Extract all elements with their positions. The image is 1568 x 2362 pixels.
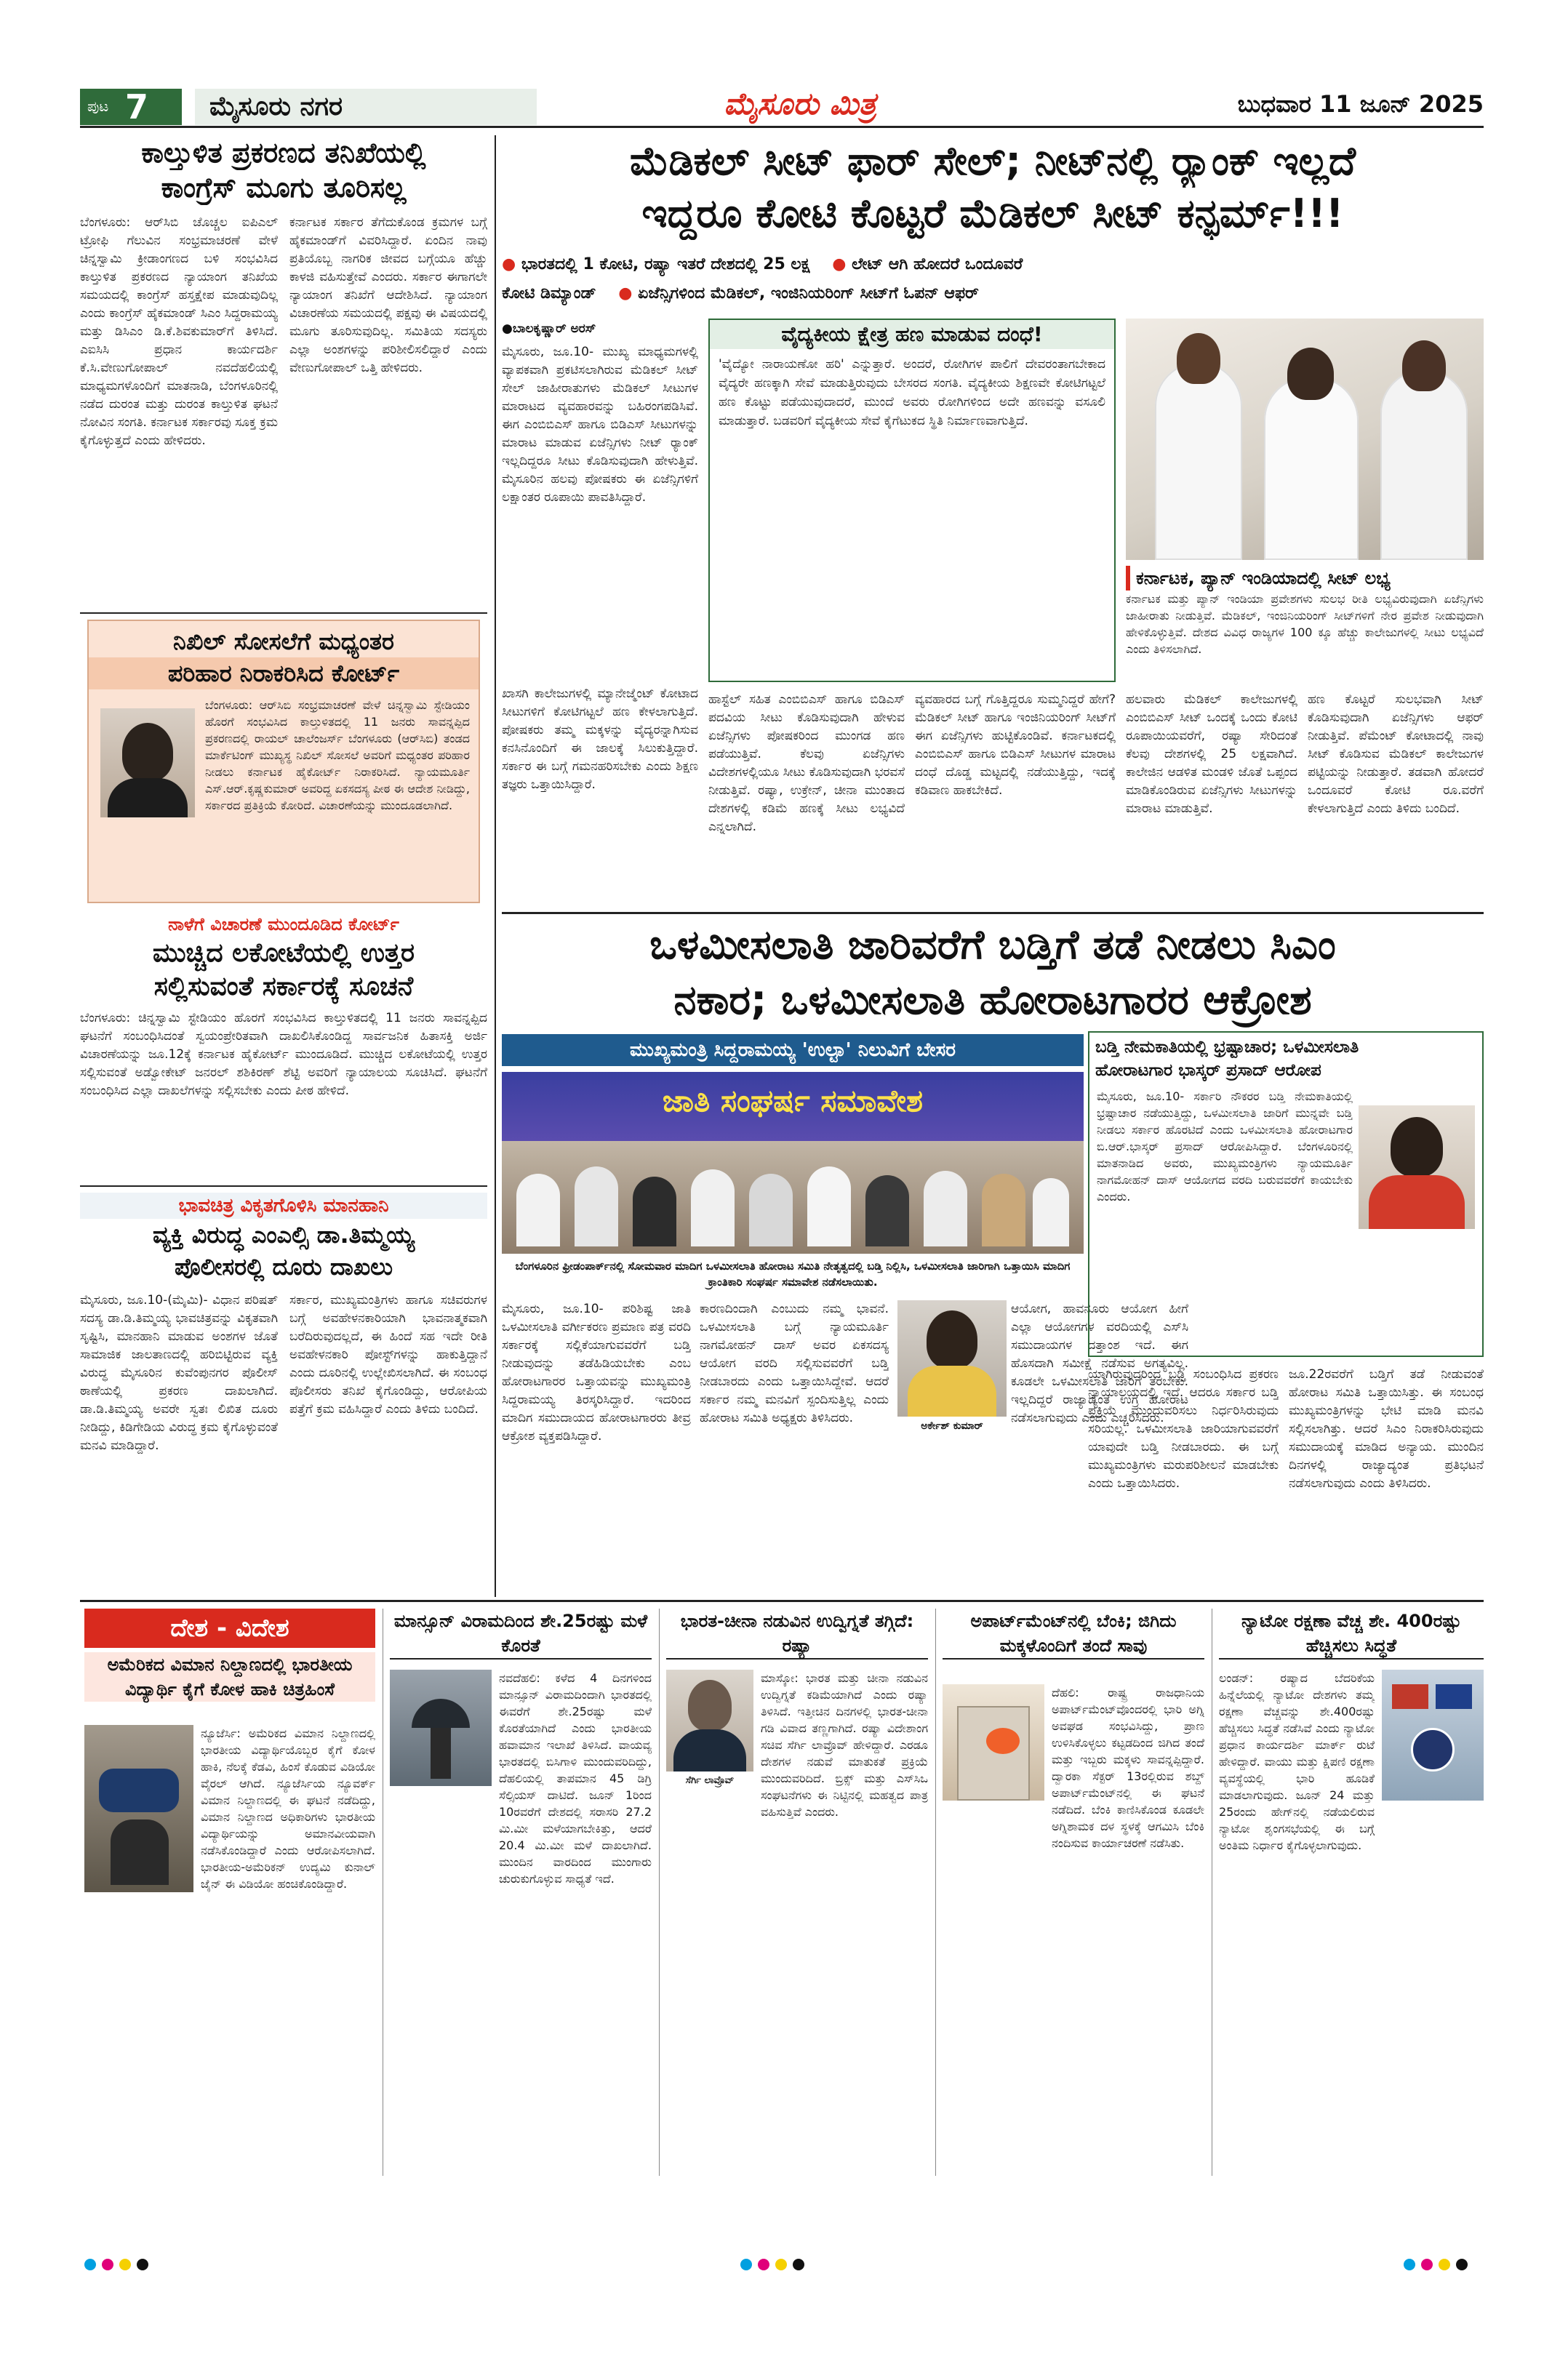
news-airport-student xyxy=(84,1652,375,2176)
reg-dot xyxy=(1404,2259,1415,2270)
bullet-icon: ● xyxy=(618,284,633,303)
reservation-body: ಮೈಸೂರು, ಜೂ.10- ಪರಿಶಿಷ್ಟ ಜಾತಿ ಒಳಮೀಸಲಾತಿ ವರ್ಗೀಕರಣ ಪ್ರಮಾಣ ಪತ್ರ ವರದಿ ಸರ್ಕಾರಕ್ಕೆ ಸಲ್ಲಿಕೆಯಾಗುವವರೆಗೆ ಬಡ್ತಿ ನೀಡುವುದನ್ನು ತಡೆಹಿಡಿಯಬೇಕು ಎಂಬ ಹೋರಾಟಗಾರರ ಒತ್ತಾಯವನ್ನು ಮುಖ್ಯಮಂತ್ರಿ ಸಿದ್ದರಾಮಯ್ಯ ತಿರಸ್ಕರಿಸಿದ್ದಾರೆ. ಇದರಿಂದ ಮಾದಿಗ ಸಮುದಾಯದ ಹೋರಾಟಗಾರರು ತೀವ್ರ ಆಕ್ರೋಶ ವ್ಯಕ್ತಪಡಿಸಿದ್ದಾರೆ. xyxy=(502,1302,691,1444)
story-headline: ಹೋರಾಟಗಾರ ಭಾಸ್ಕರ್ ಪ್ರಸಾದ್ ಆರೋಪ xyxy=(1095,1061,1321,1080)
lead-headline: ಮೆಡಿಕಲ್ ಸೀಟ್ ಫಾರ್ ಸೇಲ್; ನೀಟ್‌ನಲ್ಲಿ ರ್‍ಯಾಂಕ್ ಇಲ್ಲದೆ xyxy=(629,138,1356,184)
reg-dot xyxy=(137,2259,148,2270)
column-divider xyxy=(659,1609,660,2176)
lead-bullet: ಕೋಟಿ ಡಿಮ್ಯಾಂಡ್ xyxy=(502,284,596,303)
person-silhouette xyxy=(807,1166,851,1246)
lead-body: ಖಾಸಗಿ ಕಾಲೇಜುಗಳಲ್ಲಿ ಮ್ಯಾನೇಜ್ಮೆಂಟ್ ಕೋಟಾದ ಸೀಟುಗಳಿಗೆ ಕೋಟಿಗಟ್ಟಲೆ ಹಣ ಕೇಳಲಾಗುತ್ತಿದೆ. ಪೋಷಕರು ತಮ್ಮ ಮಕ್ಕಳನ್ನು ವೈದ್ಯರನ್ನಾಗಿಸುವ ಕನಸಿನೊಂದಿಗೆ ಈ ಜಾಲಕ್ಕೆ ಸಿಲುಕುತ್ತಿದ್ದಾರೆ. ಸರ್ಕಾರ ಈ ಬಗ್ಗೆ ಗಮನಹರಿಸಬೇಕು ಎಂದು ಶಿಕ್ಷಣ ತಜ್ಞರು ಒತ್ತಾಯಿಸಿದ್ದಾರೆ. xyxy=(502,686,698,792)
page-label: ಪುಟ xyxy=(87,97,109,115)
story-sealed-cover xyxy=(80,912,487,1181)
news-india-china xyxy=(666,1609,928,2176)
news-body: ನವದೆಹಲಿ: ಕಳೆದ 4 ದಿನಗಳಿಂದ ಮಾನ್ಸೂನ್ ವಿರಾಮದಿಂದಾಗಿ ಭಾರತದಲ್ಲಿ ಈವರೆಗೆ ಶೇ.25ರಷ್ಟು ಮಳೆ ಕೊರತೆಯಾಗಿದೆ ಎಂದು ಭಾರತೀಯ ಹವಾಮಾನ ಇಲಾಖೆ ತಿಳಿಸಿದೆ. ವಾಯವ್ಯ ಭಾರತದಲ್ಲಿ ಬಿಸಿಗಾಳಿ ಮುಂದುವರಿದಿದ್ದು, ದೆಹಲಿಯಲ್ಲಿ ತಾಪಮಾನ 45 ಡಿಗ್ರಿ ಸೆಲ್ಸಿಯಸ್ ದಾಟಿದೆ. ಜೂನ್ 1ರಿಂದ 10ರವರೆಗೆ ದೇಶದಲ್ಲಿ ಸರಾಸರಿ 27.2 ಮಿ.ಮೀ ಮಳೆಯಾಗಬೇಕಿತ್ತು, ಆದರೆ 20.4 ಮಿ.ಮೀ ಮಳೆ ದಾಖಲಾಗಿದೆ. ಮುಂದಿನ ವಾರದಿಂದ ಮುಂಗಾರು ಚುರುಕುಗೊಳ್ಳುವ ಸಾಧ್ಯತೆ ಇದೆ. xyxy=(499,1671,652,1886)
bhaskar-photo xyxy=(1359,1105,1475,1229)
news-body: ದೆಹಲಿ: ರಾಷ್ಟ್ರ ರಾಜಧಾನಿಯ ಅಪಾರ್ಟ್‌ಮೆಂಟ್‌ವೊಂದರಲ್ಲಿ ಭಾರಿ ಅಗ್ನಿ ಅವಘಡ ಸಂಭವಿಸಿದ್ದು, ಪ್ರಾಣ ಉಳಿಸಿಕೊಳ್ಳಲು ಕಟ್ಟಡದಿಂದ ಜಿಗಿದ ತಂದೆ ಮತ್ತು ಇಬ್ಬರು ಮಕ್ಕಳು ಸಾವನ್ನಪ್ಪಿದ್ದಾರೆ. ದ್ವಾರಕಾ ಸೆಕ್ಟರ್ 13ರಲ್ಲಿರುವ ಶಬ್ದ್ ಅಪಾರ್ಟ್‌ಮೆಂಟ್‌ನಲ್ಲಿ ಈ ಘಟನೆ ನಡೆದಿದೆ. ಬೆಂಕಿ ಕಾಣಿಸಿಕೊಂಡ ಕೂಡಲೇ ಅಗ್ನಿಶಾಮಕ ದಳ ಸ್ಥಳಕ್ಕೆ ಆಗಮಿಸಿ ಬೆಂಕಿ ನಂದಿಸುವ ಕಾರ್ಯಾಚರಣೆ ನಡೆಸಿತು. xyxy=(1052,1686,1204,1850)
airport-photo xyxy=(84,1725,193,1892)
doctors-photo xyxy=(1126,319,1484,560)
flag-shape xyxy=(1436,1684,1472,1709)
reg-dot xyxy=(1439,2259,1450,2270)
page-date: ಬುಧವಾರ 11 ಜೂನ್ 2025 xyxy=(1237,90,1484,118)
doctor-figure xyxy=(1264,377,1359,560)
person-silhouette xyxy=(691,1169,735,1246)
story-headline: ಪರಿಹಾರ ನಿರಾಕರಿಸಿದ ಕೋರ್ಟ್ xyxy=(89,657,479,689)
person-silhouette xyxy=(865,1175,909,1246)
nikhil-photo xyxy=(100,708,195,817)
news-apartment-fire xyxy=(943,1609,1204,2176)
person-silhouette xyxy=(982,1174,1025,1246)
person-silhouette xyxy=(688,1680,732,1731)
column-divider xyxy=(935,1609,936,2176)
reg-dot xyxy=(119,2259,131,2270)
person-silhouette xyxy=(924,1171,967,1246)
story-body: ಬೆಂಗಳೂರು: ಆರ್‌ಸಿಬಿ ಚೊಚ್ಚಲ ಐಪಿಎಲ್ ಟ್ರೋಫಿ ಗೆಲುವಿನ ಸಂಭ್ರಮಾಚರಣೆ ವೇಳೆ ಚಿನ್ನಸ್ವಾಮಿ ಕ್ರೀಡಾಂಗಣದ ಬಳಿ ಸಂಭವಿಸಿದ ಕಾಲ್ತುಳಿತ ಪ್ರಕರಣದ ನ್ಯಾಯಾಂಗ ತನಿಖೆಯ ಸಮಯದಲ್ಲಿ ಕಾಂಗ್ರೆಸ್ ಹಸ್ತಕ್ಷೇಪ ಮಾಡುವುದಿಲ್ಲ ಎಂದು ಕಾಂಗ್ರೆಸ್ ಹೈಕಮಾಂಡ್ ಸಿಎಂ ಸಿದ್ದರಾಮಯ್ಯ ಮತ್ತು ಡಿಸಿಎಂ ಡಿ.ಕೆ.ಶಿವಕುಮಾರ್‌ಗೆ ತಿಳಿಸಿದೆ. ಎಐಸಿಸಿ ಪ್ರಧಾನ ಕಾರ್ಯದರ್ಶಿ ಕೆ.ಸಿ.ವೇಣುಗೋಪಾಲ್ ನವದೆಹಲಿಯಲ್ಲಿ ಮಾಧ್ಯಮಗಳೊಂದಿಗೆ ಮಾತನಾಡಿ, ಬೆಂಗಳೂರಿನಲ್ಲಿ ನಡೆದ ದುರಂತ ಮತ್ತು ದುರಂತ ಕಾಲ್ತುಳಿತ ಘಟನೆ ನೋವಿನ ಸಂಗತಿ. ಕರ್ನಾಟಕ ಸರ್ಕಾರವು ಸೂಕ್ತ ಕ್ರಮ ಕೈಗೊಳ್ಳುತ್ತದೆ ಎಂದು ಹೇಳಿದರು. xyxy=(80,215,278,448)
person-silhouette xyxy=(927,1310,977,1369)
lead-bullets xyxy=(502,250,1484,311)
reg-dot xyxy=(1421,2259,1433,2270)
national-section-tag: ದೇಶ - ವಿದೇಶ xyxy=(84,1609,375,1648)
person-silhouette xyxy=(1033,1178,1069,1246)
story-headline: ಮುಚ್ಚಿದ ಲಕೋಟೆಯಲ್ಲಿ ಉತ್ತರ xyxy=(152,938,415,968)
lead-body: ಹಣ ಕೊಟ್ಟರೆ ಸುಲಭವಾಗಿ ಸೀಟ್ ಕೊಡಿಸುವುದಾಗಿ ಏಜೆನ್ಸಿಗಳು ಆಫರ್ ನೀಡುತ್ತಿವೆ. ಪೆಮೆಂಟ್ ಕೋಟಾದಲ್ಲಿ ನಾವು ಸೀಟ್ ಕೊಡಿಸುವ ಮೆಡಿಕಲ್ ಕಾಲೇಜುಗಳ ಪಟ್ಟಿಯನ್ನು ನೀಡುತ್ತಾರೆ. ತಡವಾಗಿ ಹೋದರೆ ಒಂದೂವರೆ ಕೋಟಿ ರೂ.ವರೆಗೆ ಕೇಳಲಾಗುತ್ತಿದೆ ಎಂದು ತಿಳಿದು ಬಂದಿದೆ. xyxy=(1308,692,1484,816)
registration-marks-center xyxy=(740,2259,810,2273)
doctor-figure xyxy=(1380,369,1468,560)
reg-dot xyxy=(740,2259,752,2270)
divider xyxy=(80,1185,487,1187)
person-silhouette xyxy=(633,1177,676,1246)
person-silhouette xyxy=(749,1174,793,1246)
reservation-body: ಯಾಗಿರುವುದರಿಂದ ಬಡ್ತಿ ಸಂಬಂಧಿಸಿದ ಪ್ರಕರಣ ನ್ಯಾಯಾಲಯದಲ್ಲಿ ಇದೆ. ಆದರೂ ಸರ್ಕಾರ ಬಡ್ತಿ ಪ್ರಕ್ರಿಯೆ ಮುಂದುವರಿಸಲು ನಿರ್ಧರಿಸಿರುವುದು ಸರಿಯಲ್ಲ. ಒಳಮೀಸಲಾತಿ ಜಾರಿಯಾಗುವವರೆಗೆ ಯಾವುದೇ ಬಡ್ತಿ ನೀಡಬಾರದು. ಈ ಬಗ್ಗೆ ಮುಖ್ಯಮಂತ್ರಿಗಳು ಮರುಪರಿಶೀಲನೆ ಮಾಡಬೇಕು ಎಂದು ಒತ್ತಾಯಿಸಿದರು. xyxy=(1088,1367,1279,1491)
reg-dot xyxy=(793,2259,804,2270)
lead-side-story xyxy=(1126,566,1484,682)
news-body: ಲಂಡನ್: ರಷ್ಯಾದ ಬೆದರಿಕೆಯ ಹಿನ್ನೆಲೆಯಲ್ಲಿ ನ್ಯಾಟೋ ದೇಶಗಳು ತಮ್ಮ ರಕ್ಷಣಾ ವೆಚ್ಚವನ್ನು ಶೇ.400ರಷ್ಟು ಹೆಚ್ಚಿಸಲು ಸಿದ್ಧತೆ ನಡೆಸಿವೆ ಎಂದು ನ್ಯಾಟೋ ಪ್ರಧಾನ ಕಾರ್ಯದರ್ಶಿ ಮಾರ್ಕ್ ರುಟೆ ಹೇಳಿದ್ದಾರೆ. ವಾಯು ಮತ್ತು ಕ್ಷಿಪಣಿ ರಕ್ಷಣಾ ವ್ಯವಸ್ಥೆಯಲ್ಲಿ ಭಾರಿ ಹೂಡಿಕೆ ಮಾಡಲಾಗುವುದು. ಜೂನ್ 24 ಮತ್ತು 25ರಂದು ಹೇಗ್‌ನಲ್ಲಿ ನಡೆಯಲಿರುವ ನ್ಯಾಟೋ ಶೃಂಗಸಭೆಯಲ್ಲಿ ಈ ಬಗ್ಗೆ ಅಂತಿಮ ನಿರ್ಧಾರ ಕೈಗೊಳ್ಳಲಾಗುವುದು. xyxy=(1219,1671,1375,1852)
lead-body: ಮೈಸೂರು, ಜೂ.10- ಮುಖ್ಯ ಮಾಧ್ಯಮಗಳಲ್ಲಿ ವ್ಯಾಪಕವಾಗಿ ಪ್ರಕಟಿಸಲಾಗಿರುವ ಮೆಡಿಕಲ್ ಸೀಟ್ ಸೇಲ್ ಜಾಹೀರಾತುಗಳು ಮೆಡಿಕಲ್ ಸೀಟುಗಳ ಮಾರಾಟದ ವ್ಯವಹಾರವನ್ನು ಬಹಿರಂಗಪಡಿಸಿವೆ. ಈಗ ಎಂಬಿಬಿಎಸ್ ಹಾಗೂ ಬಿಡಿಎಸ್ ಸೀಟುಗಳನ್ನು ಮಾರಾಟ ಮಾಡುವ ಏಜೆನ್ಸಿಗಳು ನೀಟ್ ರ್‍ಯಾಂಕ್ ಇಲ್ಲದಿದ್ದರೂ ಸೀಟು ಕೊಡಿಸುವುದಾಗಿ ಹೇಳುತ್ತಿವೆ. ಮೈಸೂರಿನ ಹಲವು ಪೋಷಕರು ಈ ಏಜೆನ್ಸಿಗಳಿಗೆ ಲಕ್ಷಾಂತರ ರೂಪಾಯಿ ಪಾವತಿಸಿದ್ದಾರೆ. xyxy=(502,345,698,505)
flag-shape xyxy=(1392,1684,1428,1709)
lead-bullet: ಲೇಟ್ ಆಗಿ ಹೋದರೆ ಒಂದೂವರೆ xyxy=(852,255,1023,273)
stage-people xyxy=(516,1159,1069,1246)
registration-marks-left xyxy=(84,2259,154,2273)
page-label-badge xyxy=(80,89,182,125)
lead-bullet: ಏಜೆನ್ಸಿಗಳಿಂದ ಮೆಡಿಕಲ್, ಇಂಜಿನಿಯರಿಂಗ್ ಸೀಟ್‌ಗೆ ಓಪನ್ ಆಫರ್ xyxy=(638,284,979,303)
nato-emblem xyxy=(1411,1728,1455,1772)
lead-box-headline: ವೈದ್ಯಕೀಯ ಕ್ಷೇತ್ರ ಹಣ ಮಾಡುವ ದಂಧೆ! xyxy=(710,320,1114,349)
page-number: 7 xyxy=(125,87,149,127)
story-headline: ಬಡ್ತಿ ನೇಮಕಾತಿಯಲ್ಲಿ ಭ್ರಷ್ಟಾಚಾರ; ಒಳಮೀಸಲಾತಿ xyxy=(1095,1038,1359,1057)
lead-body: ಹಾಸ್ಟೆಲ್ ಸಹಿತ ಎಂಬಿಬಿಎಸ್ ಹಾಗೂ ಬಿಡಿಎಸ್ ಪದವಿಯ ಸೀಟು ಕೊಡಿಸುವುದಾಗಿ ಹೇಳುವ ಏಜೆನ್ಸಿಗಳು ಪೋಷಕರಿಂದ ಮುಂಗಡ ಹಣ ಪಡೆಯುತ್ತಿವೆ. ಕೆಲವು ಏಜೆನ್ಸಿಗಳು ವಿದೇಶಗಳಲ್ಲಿಯೂ ಸೀಟು ಕೊಡಿಸುವುದಾಗಿ ಭರವಸೆ ನೀಡುತ್ತಿವೆ. ರಷ್ಯಾ, ಉಕ್ರೇನ್, ಚೀನಾ ಮುಂತಾದ ದೇಶಗಳಲ್ಲಿ ಕಡಿಮೆ ಹಣಕ್ಕೆ ಸೀಟು ಲಭ್ಯವಿದೆ ಎನ್ನಲಾಗಿದೆ. xyxy=(708,692,905,834)
lavrov-photo xyxy=(666,1670,753,1772)
story-body: ಮೈಸೂರು, ಜೂ.10-(ಮೈಮಿ)- ವಿಧಾನ ಪರಿಷತ್ ಸದಸ್ಯ ಡಾ.ಡಿ.ತಿಮ್ಮಯ್ಯ ಭಾವಚಿತ್ರವನ್ನು ವಿಕೃತವಾಗಿ ಸೃಷ್ಟಿಸಿ, ಮಾನಹಾನಿ ಮಾಡುವ ಅಂಶಗಳ ಜೊತೆ ಸಾಮಾಜಿಕ ಜಾಲತಾಣದಲ್ಲಿ ಹರಿಬಿಟ್ಟಿರುವ ವ್ಯಕ್ತಿ ವಿರುದ್ಧ ಮೈಸೂರಿನ ಕುವೆಂಪುನಗರ ಪೊಲೀಸ್ ಠಾಣೆಯಲ್ಲಿ ಪ್ರಕರಣ ದಾಖಲಾಗಿದೆ. ಡಾ.ಡಿ.ತಿಮ್ಮಯ್ಯ ಅವರೇ ಸ್ವತಃ ಲಿಖಿತ ದೂರು ನೀಡಿದ್ದು, ಕಿಡಿಗೇಡಿಯ ವಿರುದ್ಧ ಕ್ರಮ ಕೈಗೊಳ್ಳುವಂತೆ ಮನವಿ ಮಾಡಿದ್ದಾರೆ. xyxy=(80,1293,278,1453)
bullet-icon: ● xyxy=(832,255,847,273)
lead-sidebar-box xyxy=(708,319,1116,682)
reservation-subhead: ಮುಖ್ಯಮಂತ್ರಿ ಸಿದ್ದರಾಮಯ್ಯ 'ಉಲ್ಟಾ' ನಿಲುವಿಗೆ ಬೇಸರ xyxy=(502,1034,1084,1066)
doctor-head xyxy=(1177,333,1220,384)
lead-story xyxy=(502,135,1484,906)
person-silhouette xyxy=(99,1769,179,1812)
reservation-body: ಕಾರಣದಿಂದಾಗಿ ಎಂಬುದು ನಮ್ಮ ಭಾವನೆ. ಒಳಮೀಸಲಾತಿ ಬಗ್ಗೆ ನ್ಯಾಯಮೂರ್ತಿ ನಾಗಮೋಹನ್ ದಾಸ್ ಅವರ ಏಕಸದಸ್ಯ ಆಯೋಗ ವರದಿ ಸಲ್ಲಿಸುವವರೆಗೆ ಬಡ್ತಿ ನೀಡಬಾರದು ಎಂದು ಒತ್ತಾಯಿಸಿದ್ದೇವೆ. ಆದರೆ ಸರ್ಕಾರ ನಮ್ಮ ಮನವಿಗೆ ಸ್ಪಂದಿಸುತ್ತಿಲ್ಲ ಎಂದು ಹೋರಾಟ ಸಮಿತಿ ಅಧ್ಯಕ್ಷರು ತಿಳಿಸಿದರು. xyxy=(700,1302,889,1425)
reservation-body: ಜೂ.22ರವರೆಗೆ ಬಡ್ತಿಗೆ ತಡೆ ನೀಡುವಂತೆ ಹೋರಾಟ ಸಮಿತಿ ಒತ್ತಾಯಿಸಿತ್ತು. ಈ ಸಂಬಂಧ ಮುಖ್ಯಮಂತ್ರಿಗಳನ್ನು ಭೇಟಿ ಮಾಡಿ ಮನವಿ ಸಲ್ಲಿಸಲಾಗಿತ್ತು. ಆದರೆ ಸಿಎಂ ನಿರಾಕರಿಸಿರುವುದು ಸಮುದಾಯಕ್ಕೆ ಮಾಡಿದ ಅನ್ಯಾಯ. ಮುಂದಿನ ದಿನಗಳಲ್ಲಿ ರಾಜ್ಯಾದ್ಯಂತ ಪ್ರತಿಭಟನೆ ನಡೆಸಲಾಗುವುದು ಎಂದು ತಿಳಿಸಿದರು. xyxy=(1289,1367,1484,1491)
news-monsoon xyxy=(390,1609,652,2176)
person-shirt xyxy=(908,1366,996,1417)
lead-byline: ●ಬಾಲಕೃಷ್ಣಾರ್ ಅರಸ್ xyxy=(502,321,596,336)
lead-bullet: ಭಾರತದಲ್ಲಿ 1 ಕೋಟಿ, ರಷ್ಯಾ ಇತರೆ ದೇಶದಲ್ಲಿ 25 ಲಕ್ಷ xyxy=(521,255,810,273)
story-mlc-complaint xyxy=(80,1193,487,1600)
doctor-head xyxy=(1287,348,1334,400)
divider xyxy=(80,1600,1484,1602)
speaker-caption: ಅರ್ಕೇಶ್ ಕುಮಾರ್ xyxy=(921,1420,983,1432)
reservation-headline: ನಕಾರ; ಒಳಮೀಸಲಾತಿ ಹೋರಾಟಗಾರರ ಆಕ್ರೋಶ xyxy=(673,977,1312,1024)
story-kicker: ಭಾವಚಿತ್ರ ವಿಕೃತಗೊಳಿಸಿ ಮಾನಹಾನಿ xyxy=(80,1193,487,1219)
registration-marks-right xyxy=(1404,2259,1473,2273)
lead-side-headline: ಕರ್ನಾಟಕ, ಪ್ಯಾನ್ ಇಂಡಿಯಾದಲ್ಲಿ ಸೀಟ್ ಲಭ್ಯ xyxy=(1126,566,1484,590)
speaker-photo xyxy=(897,1300,1007,1417)
story-stampede-probe xyxy=(80,135,487,608)
person-silhouette xyxy=(516,1174,560,1246)
doctor-head xyxy=(1402,340,1446,391)
person-shirt xyxy=(1369,1175,1465,1229)
story-headline: ವ್ಯಕ್ತಿ ವಿರುದ್ಧ ಎಂಎಲ್ಸಿ ಡಾ.ತಿಮ್ಮಯ್ಯ xyxy=(152,1221,415,1249)
column-divider xyxy=(495,135,496,1597)
person-silhouette xyxy=(111,1819,169,1885)
person-silhouette xyxy=(575,1166,618,1246)
person-silhouette xyxy=(122,723,173,781)
person-shirt xyxy=(673,1729,746,1772)
reservation-headline: ಒಳಮೀಸಲಾತಿ ಜಾರಿವರೆಗೆ ಬಡ್ತಿಗೆ ತಡೆ ನೀಡಲು ಸಿಎಂ xyxy=(649,921,1336,969)
rally-caption: ಬೆಂಗಳೂರಿನ ಫ್ರೀಡಂಪಾರ್ಕ್‌ನಲ್ಲಿ ಸೋಮವಾರ ಮಾದಿಗ ಒಳಮೀಸಲಾತಿ ಹೋರಾಟ ಸಮಿತಿ ನೇತೃತ್ವದಲ್ಲಿ ಬಡ್ತಿ ನಿಲ್ಲಿಸಿ, ಒಳಮೀಸಲಾತಿ ಜಾರಿಗಾಗಿ ಒತ್ತಾಯಿಸಿ ಮಾದಿಗ ಕ್ರಾಂತಿಕಾರಿ ಸಂಘರ್ಷ ಸಮಾವೇಶ ನಡೆಸಲಾಯಿತು. xyxy=(515,1260,1071,1289)
reg-dot xyxy=(102,2259,113,2270)
lead-body: ವ್ಯವಹಾರದ ಬಗ್ಗೆ ಗೊತ್ತಿದ್ದರೂ ಸುಮ್ಮನಿದ್ದರೆ ಹೇಗೆ? ಮೆಡಿಕಲ್ ಸೀಟ್ ಹಾಗೂ ಇಂಜಿನಿಯರಿಂಗ್ ಸೀಟ್‌ಗೆ ಈಗ ಏಜೆನ್ಸಿಗಳು ಹುಟ್ಟಿಕೊಂಡಿವೆ. ಕರ್ನಾಟಕದಲ್ಲಿ ಎಂಬಿಬಿಎಸ್ ಹಾಗೂ ಬಿಡಿಎಸ್ ಸೀಟುಗಳ ಮಾರಾಟ ದಂಧೆ ದೊಡ್ಡ ಮಟ್ಟದಲ್ಲಿ ನಡೆಯುತ್ತಿದ್ದು, ಇದಕ್ಕೆ ಕಡಿವಾಣ ಹಾಕಬೇಕಿದೆ. xyxy=(915,692,1116,798)
section-title: ಮೈಸೂರು ನಗರ xyxy=(195,89,537,125)
reg-dot xyxy=(84,2259,96,2270)
lead-headline: ಇದ್ದರೂ ಕೋಟಿ ಕೊಟ್ಟರೆ ಮೆಡಿಕಲ್ ಸೀಟ್ ಕನ್ಫರ್ಮ್!!! xyxy=(641,191,1344,236)
news-body: ನ್ಯೂಜೆರ್ಸಿ: ಅಮೆರಿಕದ ವಿಮಾನ ನಿಲ್ದಾಣದಲ್ಲಿ ಭಾರತೀಯ ವಿದ್ಯಾರ್ಥಿಯೊಬ್ಬರ ಕೈಗೆ ಕೋಳ ಹಾಕಿ, ನೆಲಕ್ಕೆ ಕೆಡವಿ, ಹಿಂಸೆ ಕೊಡುವ ವಿಡಿಯೋ ವೈರಲ್ ಆಗಿದೆ. ನ್ಯೂಜೆರ್ಸಿಯ ನ್ಯೂವರ್ಕ್ ವಿಮಾನ ನಿಲ್ದಾಣದಲ್ಲಿ ಈ ಘಟನೆ ನಡೆದಿದ್ದು, ವಿಮಾನ ನಿಲ್ದಾಣದ ಅಧಿಕಾರಿಗಳು ಭಾರತೀಯ ವಿದ್ಯಾರ್ಥಿಯನ್ನು ಅಮಾನವೀಯವಾಗಿ ನಡೆಸಿಕೊಂಡಿದ್ದಾರೆ ಎಂದು ಆರೋಪಿಸಲಾಗಿದೆ. ಭಾರತೀಯ-ಅಮೆರಿಕನ್ ಉದ್ಯಮಿ ಕುನಾಲ್ ಜೈನ್ ಈ ವಿಡಿಯೋ ಹಂಚಿಕೊಂಡಿದ್ದಾರೆ. xyxy=(201,1726,375,1891)
story-bhaskar-prasad xyxy=(1088,1031,1484,1357)
person-silhouette xyxy=(431,1728,451,1779)
reg-dot xyxy=(1456,2259,1468,2270)
story-body: ಕರ್ನಾಟಕ ಸರ್ಕಾರ ತೆಗೆದುಕೊಂಡ ಕ್ರಮಗಳ ಬಗ್ಗೆ ಹೈಕಮಾಂಡ್‌ಗೆ ವಿವರಿಸಿದ್ದಾರೆ. ಏಂದಿನ ನಾವು ಪ್ರತಿಯೊಬ್ಬ ನಾಗರಿಕ ಜೀವದ ಬಗ್ಗೆಯೂ ಹೆಚ್ಚು ಕಾಳಜಿ ವಹಿಸುತ್ತೇವೆ ಎಂದರು. ಸರ್ಕಾರ ಈಗಾಗಲೇ ನ್ಯಾಯಾಂಗ ತನಿಖೆಗೆ ಆದೇಶಿಸಿದೆ. ನ್ಯಾಯಾಂಗ ವಿಚಾರಣೆಯ ಸಮಯದಲ್ಲಿ ಪಕ್ಷವು ಈ ವಿಷಯದಲ್ಲಿ ಮೂಗು ತೂರಿಸುವುದಿಲ್ಲ. ಸಮಿತಿಯ ಸದಸ್ಯರು ಎಲ್ಲಾ ಅಂಶಗಳನ್ನು ಪರಿಶೀಲಿಸಲಿದ್ದಾರೆ ಎಂದು ವೇಣುಗೋಪಾಲ್ ಒತ್ತಿ ಹೇಳಿದರು. xyxy=(289,215,487,375)
story-body: ಬೆಂಗಳೂರು: ಆರ್‌ಸಿಬಿ ಸಂಭ್ರಮಾಚರಣೆ ವೇಳೆ ಚಿನ್ನಸ್ವಾಮಿ ಸ್ಟೇಡಿಯಂ ಹೊರಗೆ ಸಂಭವಿಸಿದ ಕಾಲ್ತುಳಿತದಲ್ಲಿ 11 ಜನರು ಸಾವನ್ನಪ್ಪಿದ ಪ್ರಕರಣದಲ್ಲಿ ರಾಯಲ್ ಚಾಲೆಂಜರ್ಸ್ ಬೆಂಗಳೂರು (ಆರ್‌ಸಿಬಿ) ತಂಡದ ಮಾರ್ಕೆಟಿಂಗ್ ಮುಖ್ಯಸ್ಥ ನಿಖಿಲ್ ಸೋಸಲೆ ಅವರಿಗೆ ಮಧ್ಯಂತರ ಪರಿಹಾರ ನೀಡಲು ಕರ್ನಾಟಕ ಹೈಕೋರ್ಟ್ ನಿರಾಕರಿಸಿದೆ. ನ್ಯಾಯಮೂರ್ತಿ ಎಸ್.ಆರ್.ಕೃಷ್ಣಕುಮಾರ್ ಅವರಿದ್ದ ಏಕಸದಸ್ಯ ಪೀಠ ಈ ಆದೇಶ ನೀಡಿದ್ದು, ಸರ್ಕಾರದ ಪ್ರತಿಕ್ರಿಯೆ ಕೋರಿದೆ. ವಿಚಾರಣೆಯನ್ನು ಮುಂದೂಡಲಾಗಿದೆ. xyxy=(205,698,470,812)
lead-side-body: ಕರ್ನಾಟಕ ಮತ್ತು ಪ್ಯಾನ್ ಇಂಡಿಯಾ ಪ್ರವೇಶಗಳು ಸುಲಭ ರೀತಿ ಲಭ್ಯವಿರುವುದಾಗಿ ಏಜೆನ್ಸಿಗಳು ಜಾಹೀರಾತು ನೀಡುತ್ತಿವೆ. ಮೆಡಿಕಲ್, ಇಂಜಿನಿಯರಿಂಗ್ ಸೀಟ್‌ಗಳಿಗೆ ನೇರ ಪ್ರವೇಶ ನೀಡುವುದಾಗಿ ಹೇಳಿಕೊಳ್ಳುತ್ತಿವೆ. ದೇಶದ ವಿವಿಧ ರಾಜ್ಯಗಳ 100 ಕ್ಕೂ ಹೆಚ್ಚು ಕಾಲೇಜುಗಳಲ್ಲಿ ಸೀಟು ಲಭ್ಯವಿದೆ ಎಂದು ತಿಳಿಸಲಾಗಿದೆ. xyxy=(1126,592,1484,656)
person-shirt xyxy=(108,778,188,817)
lead-body: ಹಲವಾರು ಮೆಡಿಕಲ್ ಕಾಲೇಜುಗಳಲ್ಲಿ ಎಂಬಿಬಿಎಸ್ ಸೀಟ್ ಒಂದಕ್ಕೆ ಒಂದು ಕೋಟಿ ರೂಪಾಯಿಯವರೆಗೆ, ರಷ್ಯಾ ಸೇರಿದಂತೆ ಕೆಲವು ದೇಶಗಳಲ್ಲಿ 25 ಲಕ್ಷವಾಗಿದೆ. ಕಾಲೇಜಿನ ಆಡಳಿತ ಮಂಡಳಿ ಜೊತೆ ಒಪ್ಪಂದ ಮಾಡಿಕೊಂಡಿರುವ ಏಜೆನ್ಸಿಗಳು ಸೀಟುಗಳನ್ನು ಮಾರಾಟ ಮಾಡುತ್ತಿವೆ. xyxy=(1126,692,1297,816)
bullet-icon: ● xyxy=(502,255,516,273)
nato-flags-photo xyxy=(1382,1670,1484,1801)
news-headline: ಅಮೆರಿಕದ ವಿಮಾನ ನಿಲ್ದಾಣದಲ್ಲಿ ಭಾರತೀಯ ವಿದ್ಯಾರ್ಥಿ ಕೈಗೆ ಕೋಳ ಹಾಕಿ ಚಿತ್ರಹಿಂಸೆ xyxy=(84,1652,375,1702)
doctor-figure xyxy=(1155,362,1242,560)
rally-photo xyxy=(502,1072,1084,1254)
divider xyxy=(80,612,487,614)
story-headline: ಸಲ್ಲಿಸುವಂತೆ ಸರ್ಕಾರಕ್ಕೆ ಸೂಚನೆ xyxy=(153,972,414,1001)
news-body: ಮಾಸ್ಕೋ: ಭಾರತ ಮತ್ತು ಚೀನಾ ನಡುವಿನ ಉದ್ವಿಗ್ನತೆ ಕಡಿಮೆಯಾಗಿದೆ ಎಂದು ರಷ್ಯಾ ತಿಳಿಸಿದೆ. ಇತ್ತೀಚಿನ ದಿನಗಳಲ್ಲಿ ಭಾರತ-ಚೀನಾ ಗಡಿ ವಿವಾದ ತಣ್ಣಗಾಗಿದೆ. ರಷ್ಯಾ ವಿದೇಶಾಂಗ ಸಚಿವ ಸೆರ್ಗಿ ಲಾವ್ರೊವ್ ಹೇಳಿದ್ದಾರೆ. ಎರಡೂ ದೇಶಗಳ ನಡುವೆ ಮಾತುಕತೆ ಪ್ರಕ್ರಿಯೆ ಮುಂದುವರಿದಿದೆ. ಬ್ರಿಕ್ಸ್ ಮತ್ತು ಎಸ್‌ಸಿಒ ಸಂಘಟನೆಗಳು ಈ ನಿಟ್ಟಿನಲ್ಲಿ ಮಹತ್ವದ ಪಾತ್ರ ವಹಿಸುತ್ತಿವೆ ಎಂದರು. xyxy=(761,1671,928,1819)
news-headline: ಭಾರತ-ಚೀನಾ ನಡುವಿನ ಉದ್ವಿಗ್ನತೆ ತಗ್ಗಿದೆ: ರಷ್ಯಾ xyxy=(666,1609,928,1660)
masthead xyxy=(80,86,1484,128)
news-headline: ಅಪಾರ್ಟ್‌ಮೆಂಟ್‌ನಲ್ಲಿ ಬೆಂಕಿ; ಜಿಗಿದು ಮಕ್ಕಳೊಂದಿಗೆ ತಂದೆ ಸಾವು xyxy=(943,1609,1204,1660)
building-shape xyxy=(957,1706,1030,1801)
story-body: ಸರ್ಕಾರ, ಮುಖ್ಯಮಂತ್ರಿಗಳು ಹಾಗೂ ಸಚಿವರುಗಳ ಬಗ್ಗೆ ಅವಹೇಳನಕಾರಿಯಾಗಿ ಭಾವನಾತ್ಮಕವಾಗಿ ಬರೆದಿರುವುದಲ್ಲದೆ, ಈ ಹಿಂದೆ ಸಹ ಇದೇ ರೀತಿ ಅವಹೇಳನಕಾರಿ ಪೋಸ್ಟ್‌ಗಳನ್ನು ಹಾಕುತ್ತಿದ್ದಾನೆ ಎಂದು ದೂರಿನಲ್ಲಿ ಉಲ್ಲೇಖಿಸಲಾಗಿದೆ. ಈ ಸಂಬಂಧ ಪೊಲೀಸರು ತನಿಖೆ ಕೈಗೊಂಡಿದ್ದು, ಆರೋಪಿಯ ಪತ್ತೆಗೆ ಕ್ರಮ ವಹಿಸಿದ್ದಾರೆ ಎಂದು ತಿಳಿದು ಬಂದಿದೆ. xyxy=(289,1293,487,1417)
story-headline: ಕಾಂಗ್ರೆಸ್ ಮೂಗು ತೂರಿಸಲ್ಲ xyxy=(161,172,407,204)
news-nato xyxy=(1219,1609,1484,2176)
story-body: ಮೈಸೂರು, ಜೂ.10- ಸರ್ಕಾರಿ ನೌಕರರ ಬಡ್ತಿ ನೇಮಕಾತಿಯಲ್ಲಿ ಭ್ರಷ್ಟಾಚಾರ ನಡೆಯುತ್ತಿದ್ದು, ಒಳಮೀಸಲಾತಿ ಜಾರಿಗೆ ಮುನ್ನವೇ ಬಡ್ತಿ ನೀಡಲು ಸರ್ಕಾರ ಹೊರಟಿದೆ ಎಂದು ಒಳಮೀಸಲಾತಿ ಹೋರಾಟಗಾರ ಬಿ.ಆರ್.ಭಾಸ್ಕರ್ ಪ್ರಸಾದ್ ಆರೋಪಿಸಿದ್ದಾರೆ. ಬೆಂಗಳೂರಿನಲ್ಲಿ ಮಾತನಾಡಿದ ಅವರು, ಮುಖ್ಯಮಂತ್ರಿಗಳು ನ್ಯಾಯಮೂರ್ತಿ ನಾಗಮೋಹನ್ ದಾಸ್ ಆಯೋಗದ ವರದಿ ಬರುವವರೆಗೆ ಕಾಯಬೇಕು ಎಂದರು. xyxy=(1097,1089,1353,1204)
reg-dot xyxy=(758,2259,769,2270)
umbrella-shape xyxy=(412,1699,470,1728)
fire-glow xyxy=(986,1728,1020,1754)
paper-name: ಮೈಸೂರು ಮಿತ್ರ xyxy=(724,86,876,121)
fire-photo xyxy=(943,1684,1044,1801)
story-headline: ಕಾಲ್ತುಳಿತ ಪ್ರಕರಣದ ತನಿಖೆಯಲ್ಲಿ xyxy=(141,137,426,169)
rally-banner: ಜಾತಿ ಸಂಘರ್ಷ ಸಮಾವೇಶ xyxy=(662,1083,924,1118)
story-headline: ನಿಖಿಲ್ ಸೋಸಲೆಗೆ ಮಧ್ಯಂತರ xyxy=(173,628,394,655)
lead-box-body: 'ವೈದ್ಯೋ ನಾರಾಯಣೋ ಹರಿ' ಎನ್ನುತ್ತಾರೆ. ಅಂದರೆ, ರೋಗಿಗಳ ಪಾಲಿಗೆ ದೇವರಂತಾಗಬೇಕಾದ ವೈದ್ಯರೇ ಹಣಕ್ಕಾಗಿ ಸೇವೆ ಮಾಡುತ್ತಿರುವುದು ಬೇಸರದ ಸಂಗತಿ. ವೈದ್ಯಕೀಯ ಶಿಕ್ಷಣವೇ ಕೋಟಿಗಟ್ಟಲೆ ಹಣ ಕೊಟ್ಟು ಪಡೆಯುವುದಾದರೆ, ಮುಂದೆ ಅವರು ರೋಗಿಗಳಿಂದ ಅದೇ ಹಣವನ್ನು ವಸೂಲಿ ಮಾಡುತ್ತಾರೆ. ಬಡವರಿಗೆ ವೈದ್ಯಕೀಯ ಸೇವೆ ಕೈಗೆಟುಕದ ಸ್ಥಿತಿ ನಿರ್ಮಾಣವಾಗುತ್ತಿದೆ. xyxy=(719,357,1105,428)
news-headline: ಮಾನ್ಸೂನ್ ವಿರಾಮದಿಂದ ಶೇ.25ರಷ್ಟು ಮಳೆ ಕೊರತೆ xyxy=(390,1609,652,1660)
divider xyxy=(502,912,1484,914)
story-headline: ಪೊಲೀಸರಲ್ಲಿ ದೂರು ದಾಖಲು xyxy=(174,1253,393,1281)
rain-photo xyxy=(390,1670,492,1786)
lavrov-caption: ಸೆರ್ಗಿ ಲಾವ್ರೊವ್ xyxy=(685,1775,735,1786)
reservation-body: ಆಯೋಗ, ಹಾವನೂರು ಆಯೋಗ ಹೀಗೆ ಎಲ್ಲಾ ಆಯೋಗಗಳ ವರದಿಯಲ್ಲಿ ಎಸ್‌ಸಿ ಸಮುದಾಯಗಳ ದತ್ತಾಂಶ ಇದೆ. ಈಗ ಹೊಸದಾಗಿ ಸಮೀಕ್ಷೆ ನಡೆಸುವ ಅಗತ್ಯವಿಲ್ಲ. ಕೂಡಲೇ ಒಳಮೀಸಲಾತಿ ಜಾರಿಗೆ ತರಬೇಕು. ಇಲ್ಲದಿದ್ದರೆ ರಾಜ್ಯಾದ್ಯಂತ ಉಗ್ರ ಹೋರಾಟ ನಡೆಸಲಾಗುವುದು ಎಂದು ಎಚ್ಚರಿಸಿದರು. xyxy=(1011,1302,1188,1425)
person-silhouette xyxy=(1391,1117,1443,1177)
news-headline: ನ್ಯಾಟೋ ರಕ್ಷಣಾ ವೆಚ್ಚ ಶೇ. 400ರಷ್ಟು ಹೆಚ್ಚಿಸಲು ಸಿದ್ಧತೆ xyxy=(1219,1609,1484,1660)
story-nikhil-sosale xyxy=(87,620,480,903)
story-kicker: ನಾಳೆಗೆ ವಿಚಾರಣೆ ಮುಂದೂಡಿದ ಕೋರ್ಟ್ xyxy=(168,914,399,934)
reg-dot xyxy=(775,2259,787,2270)
story-body: ಬೆಂಗಳೂರು: ಚಿನ್ನಸ್ವಾಮಿ ಸ್ಟೇಡಿಯಂ ಹೊರಗೆ ಸಂಭವಿಸಿದ ಕಾಲ್ತುಳಿತದಲ್ಲಿ 11 ಜನರು ಸಾವನ್ನಪ್ಪಿದ ಘಟನೆಗೆ ಸಂಬಂಧಿಸಿದಂತೆ ಸ್ವಯಂಪ್ರೇರಿತವಾಗಿ ದಾಖಲಿಸಿಕೊಂಡಿದ್ದ ಸಾರ್ವಜನಿಕ ಹಿತಾಸಕ್ತಿ ಅರ್ಜಿ ವಿಚಾರಣೆಯನ್ನು ಜೂ.12ಕ್ಕೆ ಕರ್ನಾಟಕ ಹೈಕೋರ್ಟ್ ಮುಂದೂಡಿದೆ. ಮುಚ್ಚಿದ ಲಕೋಟೆಯಲ್ಲಿ ಉತ್ತರ ಸಲ್ಲಿಸುವಂತೆ ಅಡ್ವೋಕೇಟ್ ಜನರಲ್ ಶಶಿಕಿರಣ್ ಶೆಟ್ಟಿ ಅವರಿಗೆ ನ್ಯಾಯಾಲಯ ಸೂಚಿಸಿದೆ. ಘಟನೆಗೆ ಸಂಬಂಧಿಸಿದ ಎಲ್ಲಾ ದಾಖಲೆಗಳನ್ನು ಸಲ್ಲಿಸಬೇಕು ಎಂದು ಪೀಠ ಹೇಳಿದೆ. xyxy=(80,1011,487,1098)
